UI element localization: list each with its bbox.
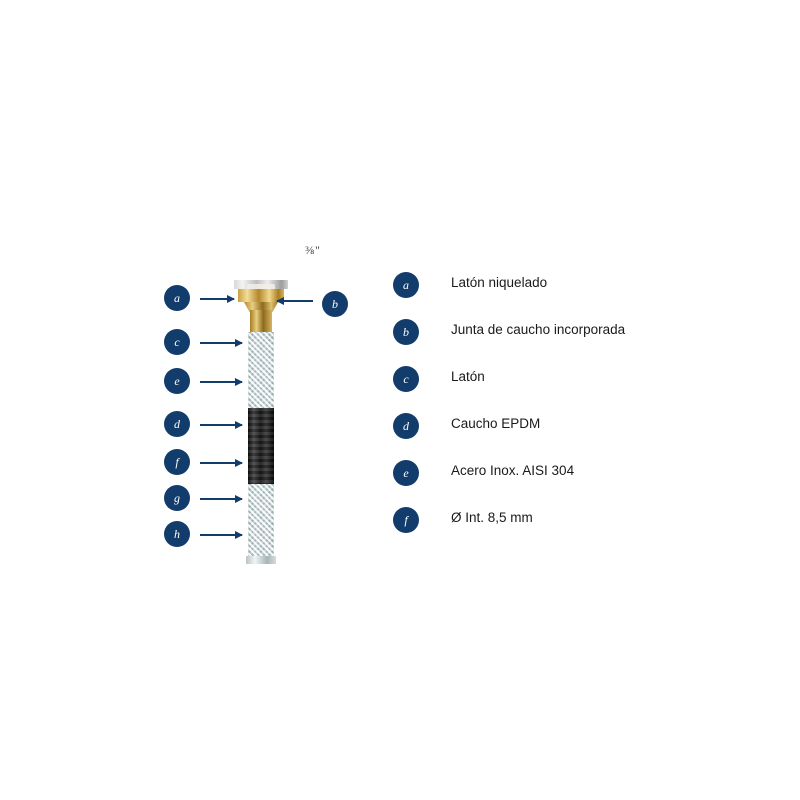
legend-badge-a: a [393, 272, 419, 298]
callout-arrow-f [200, 462, 242, 464]
brass-stem-part [250, 310, 272, 332]
bottom-ferrule-part [246, 556, 276, 564]
stainless-braid-lower [248, 484, 274, 560]
callout-arrow-e [200, 381, 242, 383]
epdm-rubber-core [248, 408, 274, 484]
legend-label-d: Caucho EPDM [451, 416, 541, 431]
callout-badge-b[interactable]: b [322, 291, 348, 317]
legend-badge-b: b [393, 319, 419, 345]
callout-badge-g[interactable]: g [164, 485, 190, 511]
legend-item [393, 413, 763, 460]
legend-item [393, 366, 763, 413]
callout-arrow-a [200, 298, 234, 300]
callout-arrow-g [200, 498, 242, 500]
callout-badge-f[interactable]: f [164, 449, 190, 475]
legend-label-a: Latón niquelado [451, 275, 548, 290]
callout-arrow-b [277, 300, 313, 302]
callout-arrow-c [200, 342, 242, 344]
callout-badge-a[interactable]: a [164, 285, 190, 311]
stainless-braid-upper [248, 332, 274, 408]
legend-badge-d: d [393, 413, 419, 439]
legend-item [393, 460, 763, 507]
callout-badge-c[interactable]: c [164, 329, 190, 355]
callout-badge-e[interactable]: e [164, 368, 190, 394]
legend-item [393, 272, 763, 319]
callout-badge-h[interactable]: h [164, 521, 190, 547]
legend-label-e: Acero Inox. AISI 304 [451, 463, 575, 478]
legend-label-b: Junta de caucho incorporada [451, 322, 626, 337]
legend-label-c: Latón [451, 369, 485, 384]
legend-item [393, 507, 763, 554]
legend-badge-e: e [393, 460, 419, 486]
legend-label-f: Ø Int. 8,5 mm [451, 510, 533, 525]
legend-item [393, 319, 763, 366]
callout-badge-d[interactable]: d [164, 411, 190, 437]
callout-arrow-d [200, 424, 242, 426]
legend-badge-f: f [393, 507, 419, 533]
callout-arrow-h [200, 534, 242, 536]
legend-list [393, 272, 763, 554]
legend-badge-c: c [393, 366, 419, 392]
size-marking-label: ⅜" [305, 243, 321, 257]
